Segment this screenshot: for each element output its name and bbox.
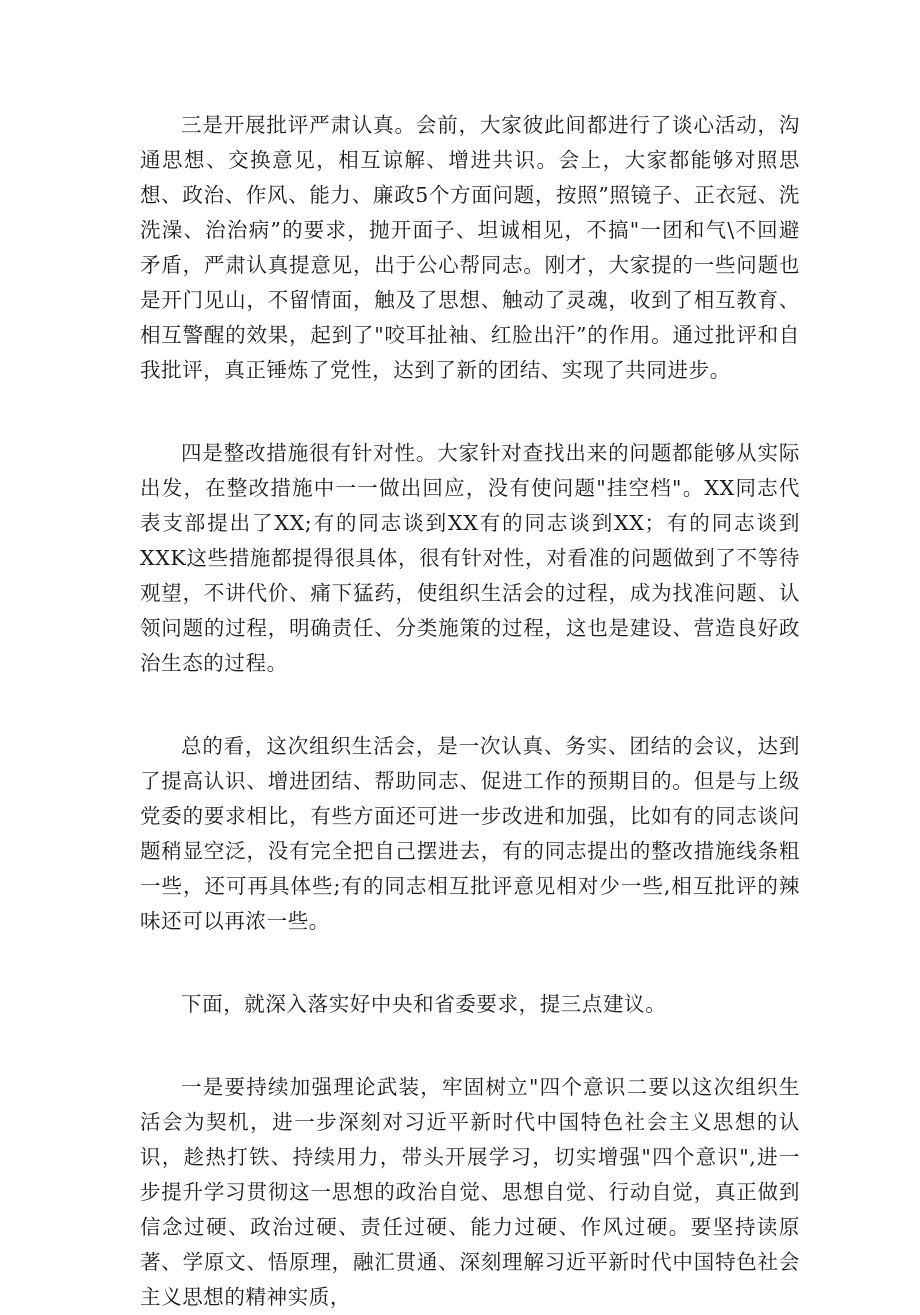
paragraph-criticism: 三是开展批评严肃认真。会前，大家彼此间都进行了谈心活动，沟通思想、交换意见，相互谅解、增进共识。会上，大家都能够对照思想、政治、作风、能力、廉政5个方面问题，按照”照镜子、正衣冠、洗洗澡、治治病”的要求，抛开面子、坦诚相见，不搞"一团和气\不回避矛盾，严肃认真提意见，出于公心帮同志。刚才，大家提的一些问题也是开门见山，不留情面，触及了思想、触动了灵魂，收到了相互教育、相互警醒的效果，起到了"咬耳扯袖、红脸出汗”的作用。通过批评和自我批评，真正锤炼了党性，达到了新的团结、实现了共同进步。 <box>140 113 800 382</box>
paragraph-theory-study: 一是要持续加强理论武装，牢固树立"四个意识二要以这次组织生活会为契机，进一步深刻对习近平新时代中国特色社会主义思想的认识，趁热打铁、持续用力，带头开展学习，切实增强"四个意识",进一步提升学习贯彻这一思想的政治自觉、思想自觉、行动自觉，真正做到信念过硬、政治过硬、责任过硬、能力过硬、作风过硬。要坚持读原著、学原文、悟原理，融汇贯通、深刻理解习近平新时代中国特色社会主义思想的精神实质， <box>140 1075 800 1309</box>
paragraph-summary: 总的看，这次组织生活会，是一次认真、务实、团结的会议，达到了提高认识、增进团结、帮助同志、促进工作的预期目的。但是与上级党委的要求相比，有些方面还可进一步改进和加强，比如有的同志谈问题稍显空泛，没有完全把自己摆进去，有的同志提出的整改措施线条粗一些，还可再具体些;有的同志相互批评意见相对少一些,相互批评的辣味还可以再浓一些。 <box>140 734 800 933</box>
paragraph-rectification: 四是整改措施很有针对性。大家针对查找出来的问题都能够从实际出发，在整改措施中一一做出回应，没有使问题"挂空档"。XX同志代表支部提出了XX;有的同志谈到XX有的同志谈到XX；有的同志谈到XXK这些措施都提得很具体，很有针对性，对看准的问题做到了不等待观望，不讲代价、痛下猛药，使组织生活会的过程，成为找准问题、认领问题的过程，明确责任、分类施策的过程，这也是建设、营造良好政治生态的过程。 <box>140 441 800 675</box>
paragraph-suggestions-intro: 下面，就深入落实好中央和省委要求，提三点建议。 <box>181 992 667 1016</box>
